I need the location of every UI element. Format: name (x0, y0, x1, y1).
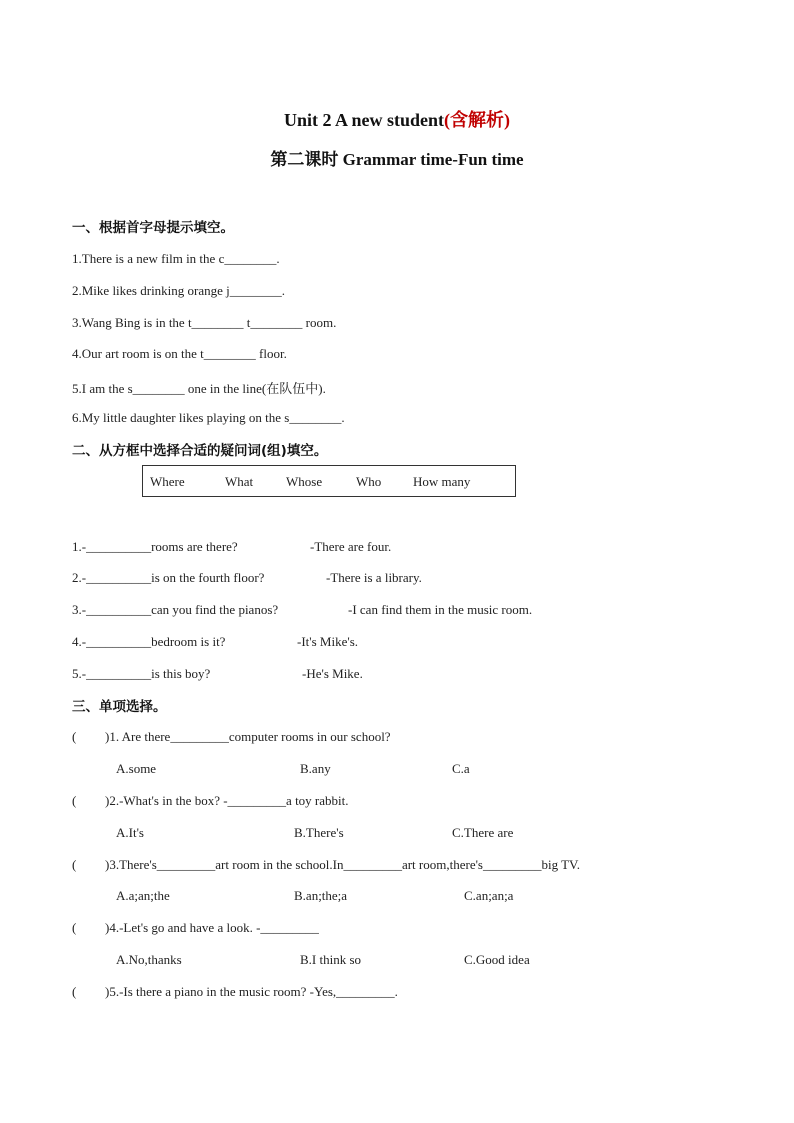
section1-item: 5.I am the s________ one in the line(在队伍中). (72, 381, 326, 396)
box-word: What (225, 474, 254, 489)
section2-answer: -It's Mike's. (297, 634, 359, 649)
mc-question: )3.There's_________art room in the school.In_________art room,there's_________big TV. (105, 857, 581, 872)
section2-answer: -I can find them in the music room. (348, 602, 533, 617)
mc-option: A.a;an;the (116, 888, 170, 903)
mc-option: B.There's (294, 825, 344, 840)
section2-question: 4.-__________bedroom is it? (72, 634, 226, 649)
mc-option: B.an;the;a (294, 888, 348, 903)
box-word: Whose (286, 474, 323, 489)
title-note: (含解析) (444, 110, 511, 130)
mc-question: )4.-Let's go and have a look. -_________ (105, 920, 319, 935)
section1-item: 3.Wang Bing is in the t________ t________ room. (72, 315, 337, 330)
word-box (142, 465, 516, 497)
title-main: Unit 2 A new student (283, 110, 445, 130)
mc-option: B.any (300, 761, 331, 776)
mc-question: )5.-Is there a piano in the music room? -Yes,_________. (105, 984, 398, 999)
mc-option: A.No,thanks (116, 952, 182, 967)
mc-question: )1. Are there_________computer rooms in our school? (105, 729, 391, 744)
mc-question: )2.-What's in the box? -_________a toy rabbit. (105, 793, 349, 808)
box-word: Who (356, 474, 382, 489)
answer-paren: ( (72, 793, 77, 808)
answer-paren: ( (72, 857, 77, 872)
section2-question: 1.-__________rooms are there? (72, 539, 238, 554)
section1-item: 2.Mike likes drinking orange j________. (72, 283, 286, 298)
section2-heading: 二、从方框中选择合适的疑问词(组)填空。 (72, 443, 328, 459)
page-title (0, 106, 794, 132)
section2-answer: -There are four. (310, 539, 392, 554)
mc-option: A.It's (116, 825, 144, 840)
section1-heading: 一、根据首字母提示填空。 (72, 220, 234, 236)
mc-option: B.I think so (300, 952, 362, 967)
mc-option: A.some (116, 761, 157, 776)
section1-item: 6.My little daughter likes playing on the s________. (72, 410, 345, 425)
mc-option: C.a (452, 761, 470, 776)
mc-option: C.Good idea (464, 952, 530, 967)
section2-question: 5.-__________is this boy? (72, 666, 211, 681)
answer-paren: ( (72, 984, 77, 999)
section2-question: 2.-__________is on the fourth floor? (72, 570, 265, 585)
section2-answer: -He's Mike. (302, 666, 363, 681)
section2-question: 3.-__________can you find the pianos? (72, 602, 279, 617)
section1-item: 4.Our art room is on the t________ floor. (72, 346, 287, 361)
mc-option: C.There are (452, 825, 514, 840)
section1-item: 1.There is a new film in the c________. (72, 251, 280, 266)
box-word: Where (150, 474, 185, 489)
answer-paren: ( (72, 920, 77, 935)
answer-paren: ( (72, 729, 77, 744)
section2-answer: -There is a library. (326, 570, 422, 585)
box-word: How many (413, 474, 471, 489)
page-subtitle: 第二课时 Grammar time-Fun time (270, 150, 524, 169)
mc-option: C.an;an;a (464, 888, 514, 903)
section3-heading: 三、单项选择。 (72, 699, 167, 715)
